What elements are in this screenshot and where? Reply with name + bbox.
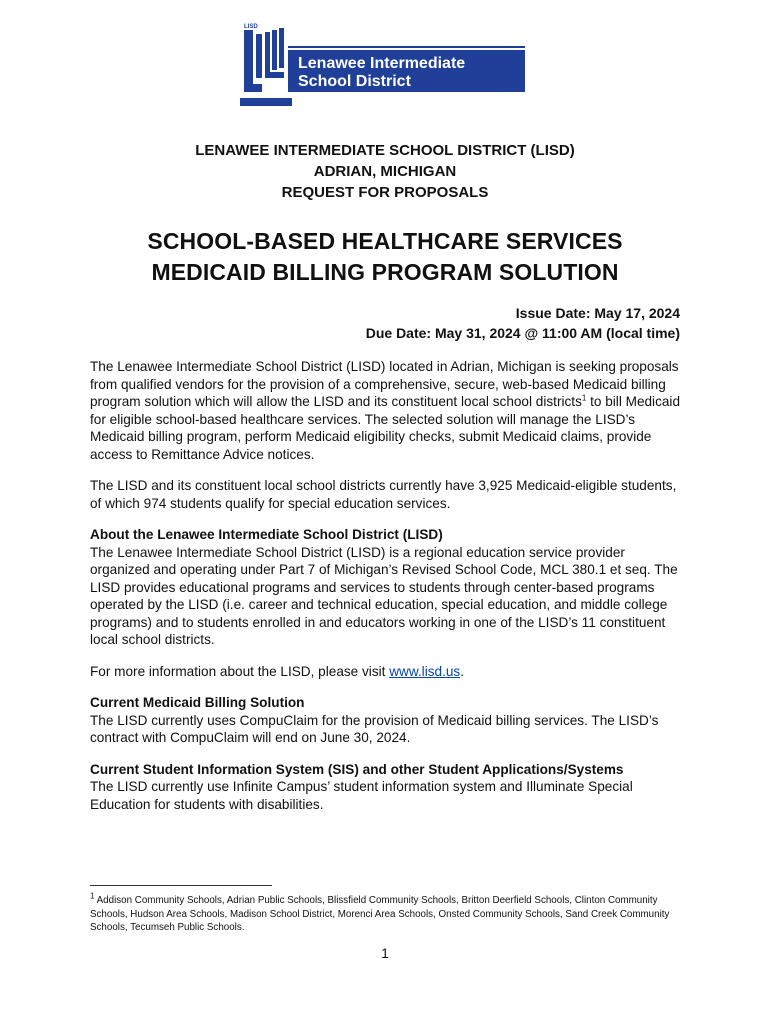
- students-paragraph: The LISD and its constituent local school districts currently have 3,925 Medicaid-eligible students, of which 974 students qualify for special education services.: [90, 478, 677, 511]
- footnote-reference[interactable]: 1: [581, 393, 587, 403]
- logo-line-1: Lenawee Intermediate: [298, 55, 466, 72]
- due-date: Due Date: May 31, 2024 @ 11:00 AM (local time): [365, 325, 680, 341]
- document-heading: [0, 140, 770, 203]
- sis-body: The LISD currently use Infinite Campus’ student information system and Illuminate Special Education for students with disabilities.: [90, 779, 633, 812]
- sis-heading: Current Student Information System (SIS) and other Student Applications/Systems: [90, 761, 624, 777]
- lisd-logo: [240, 22, 525, 110]
- heading-line-2: ADRIAN, MICHIGAN: [313, 163, 457, 180]
- about-heading: About the Lenawee Intermediate School District (LISD): [90, 527, 443, 542]
- logo-mark: [244, 28, 284, 92]
- footnote: [90, 891, 680, 935]
- about-body: The Lenawee Intermediate School District (LISD) is a regional education service provider organized and operating under Part 7 of Michigan’s Revised School Code, MCL 380.1 et seq. The LISD provides educational programs and services to students through center-based programs operated by the LISD (i.e. career and technical education, special education, and middle college programs) and to students enrolled in and educators working in one of the LISD’s 11 constituent local school districts.: [90, 544, 678, 647]
- intro-paragraph: The Lenawee Intermediate School District (LISD) located in Adrian, Michigan is seeking proposals from qualified vendors for the provision of a comprehensive, secure, web-based Medicaid billing program solution which will allow the LISD and its constituent local school districts$^1$ to bill Medicaid for eligible school-based healthcare services. The selected solution will manage the LISD’s Medicaid billing program, perform Medicaid eligibility checks, submit Medicaid claims, provide access to Remittance Advice notices.: [90, 359, 681, 462]
- footnote-divider: [90, 885, 272, 886]
- logo-line-2: School District: [298, 73, 411, 90]
- heading-line-3: REQUEST FOR PROPOSALS: [281, 184, 489, 201]
- lisd-website-link[interactable]: www.lisd.us: [389, 663, 461, 679]
- page-number: 1: [381, 945, 389, 961]
- body-content: [90, 358, 682, 827]
- billing-section: [90, 694, 682, 747]
- logo-mark-text: LISD: [244, 24, 258, 30]
- footnote-marker: 1: [90, 891, 95, 901]
- billing-heading: Current Medicaid Billing Solution: [90, 695, 305, 710]
- about-section: [90, 526, 682, 649]
- footnote-text: Addison Community Schools, Adrian Public Schools, Blissfield Community Schools, Britton Deerfield Schools, Clinton Community Schools, Hudson Area Schools, Madison School District, Morenci Area Schools, Onsted Community Schools, Sand Creek Community Schools, Tecumseh Public Schools.: [90, 895, 670, 933]
- issue-date: Issue Date: May 17, 2024: [515, 305, 680, 321]
- more-info-paragraph: For more information about the LISD, please visit www.lisd.us.: [90, 663, 464, 679]
- title-line-2: MEDICAID BILLING PROGRAM SOLUTION: [151, 259, 619, 285]
- sis-section: [90, 761, 682, 814]
- heading-line-1: LENAWEE INTERMEDIATE SCHOOL DISTRICT (LISD): [195, 142, 575, 159]
- title-line-1: SCHOOL-BASED HEALTHCARE SERVICES: [147, 228, 623, 254]
- billing-body: The LISD currently uses CompuClaim for the provision of Medicaid billing services. The LISD’s contract with CompuClaim will end on June 30, 2024.: [90, 712, 659, 745]
- document-title: [0, 226, 770, 288]
- logo-accent-line: [288, 46, 525, 48]
- dates-block: [366, 303, 680, 343]
- logo-underline: [240, 98, 292, 106]
